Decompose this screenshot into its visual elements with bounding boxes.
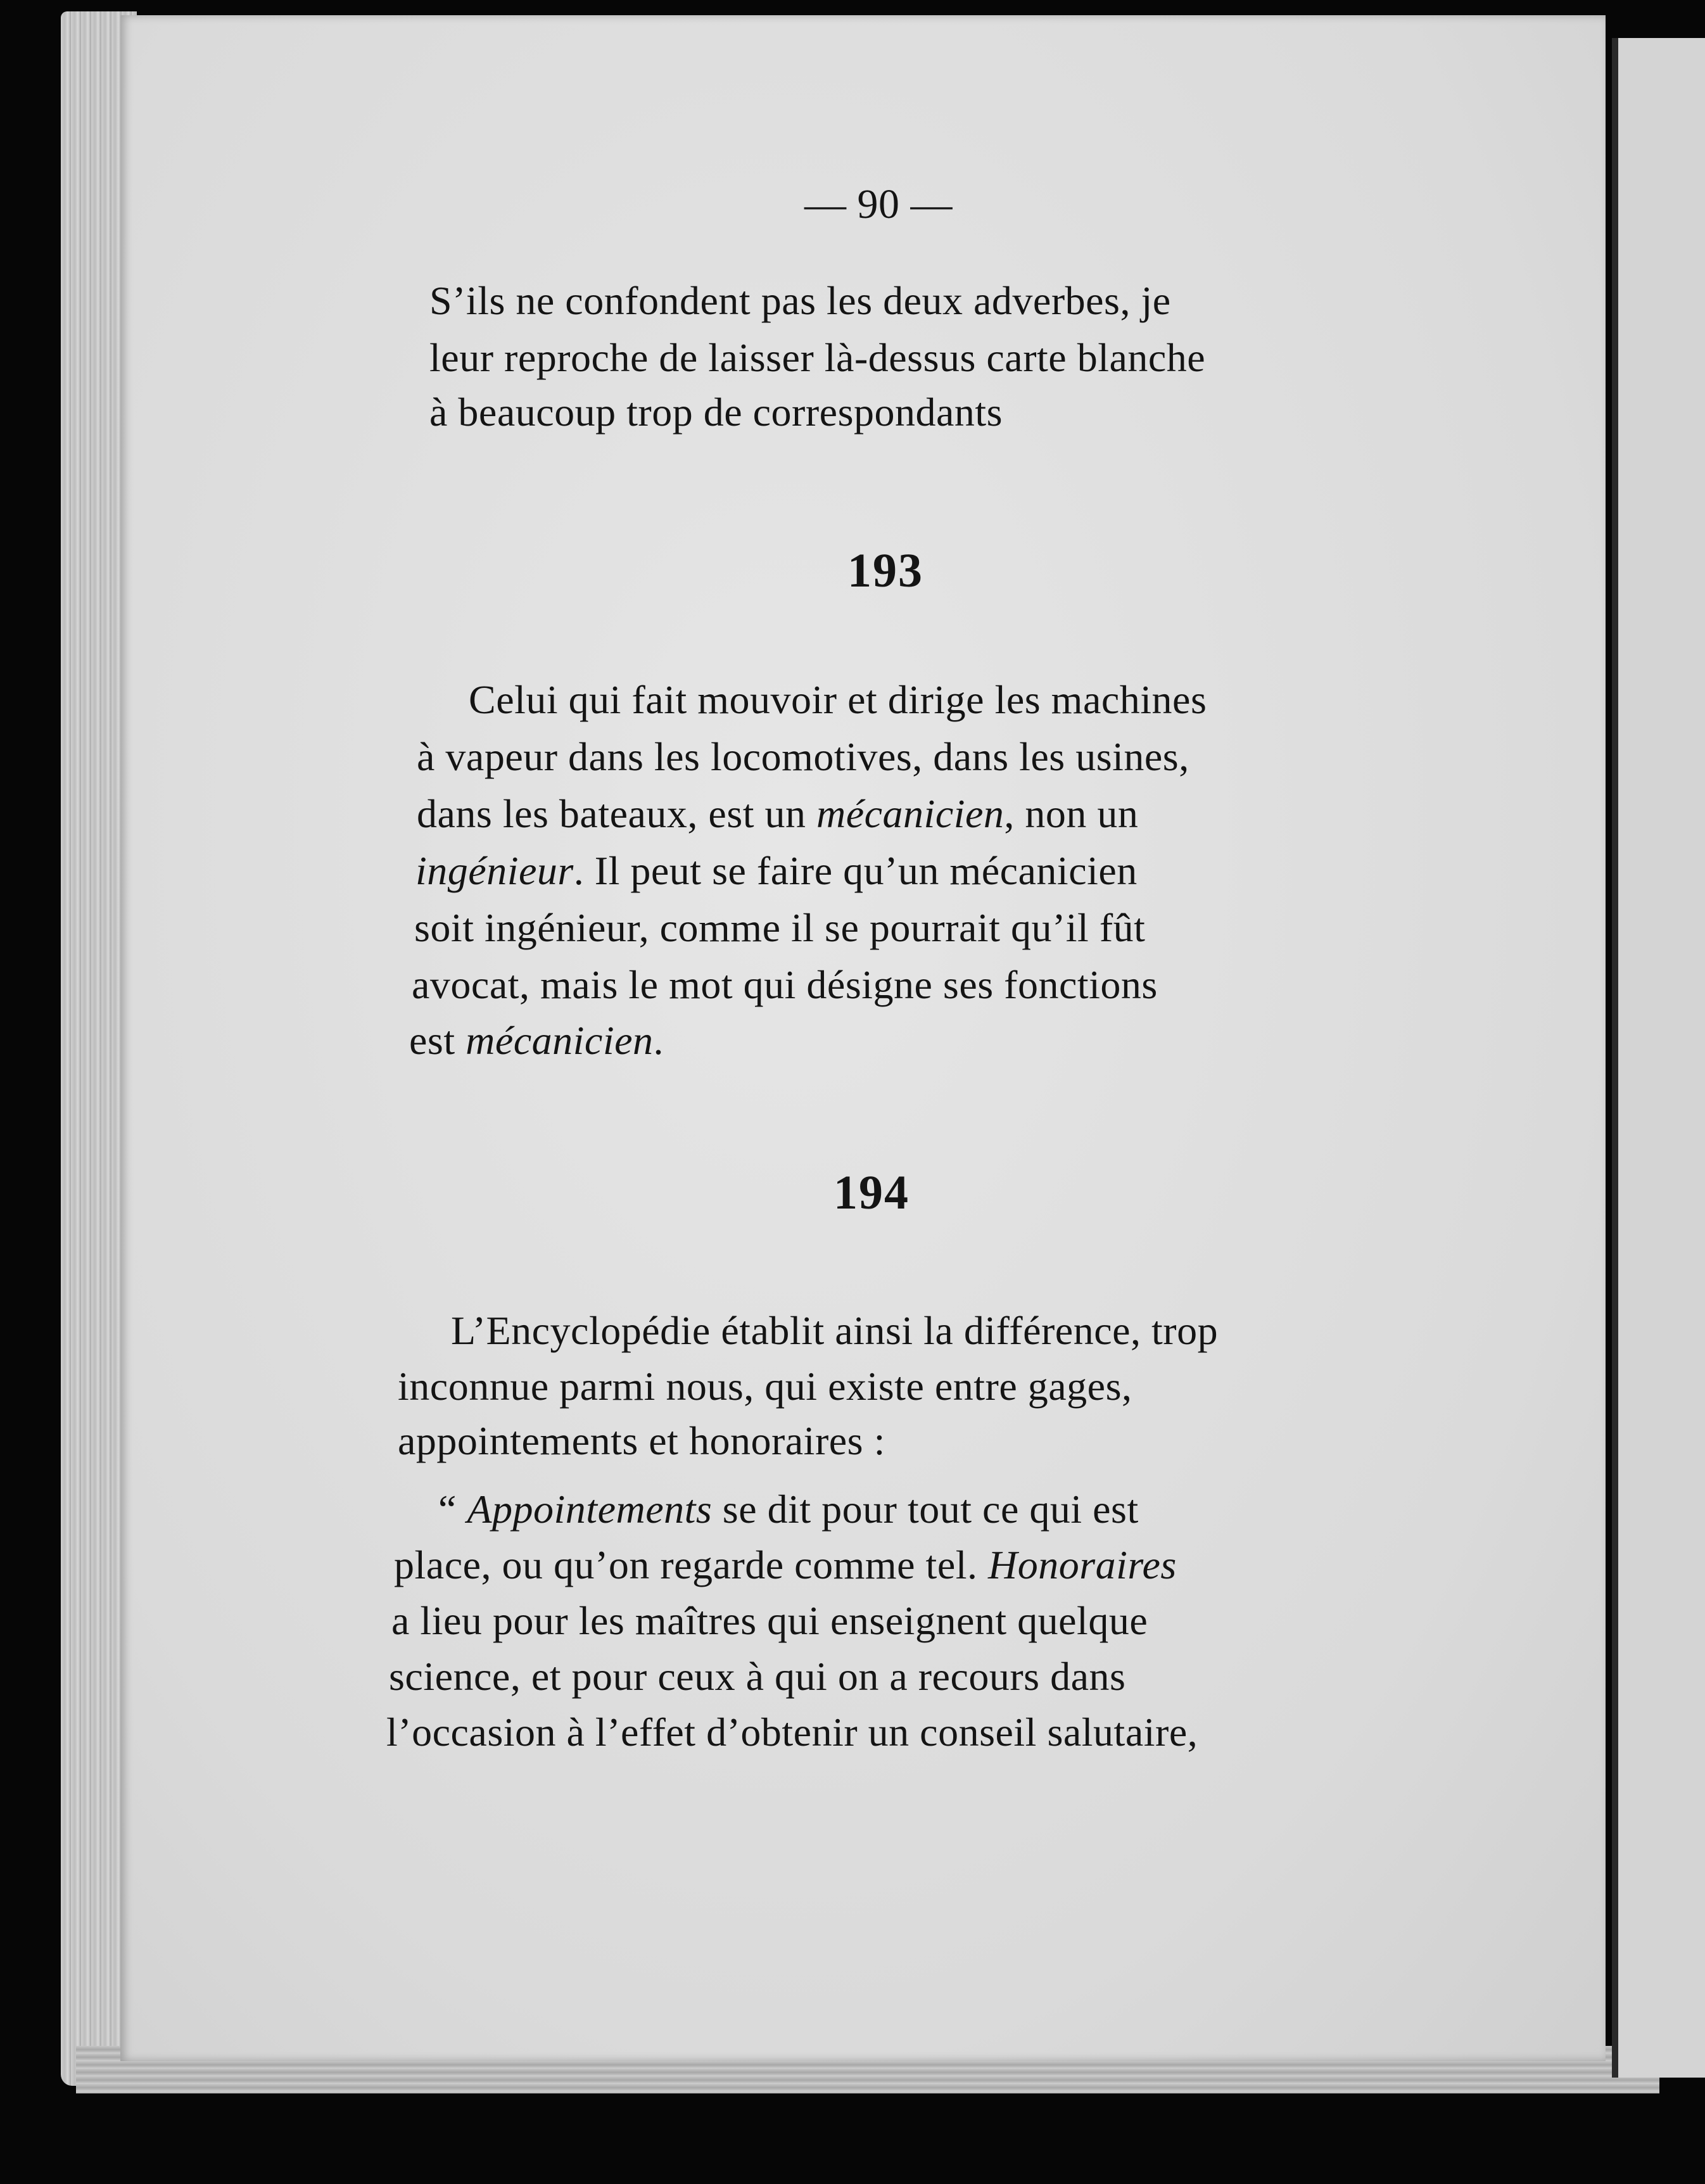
term-mecanicien-2: mécanicien [466,1018,654,1063]
section-194-line-6: a lieu pour les maîtres qui enseignent quelque [391,1598,1148,1643]
page-number: — 90 — [804,181,953,227]
section-193-line-3-end: , non un [1004,791,1139,836]
section-193-line-5: soit ingénieur, comme il se pourrait qu’il fût [414,905,1146,950]
carryover-line-1: S’ils ne confondent pas les deux adverbes, je [429,278,1171,323]
section-194-line-5 [394,1543,1177,1587]
section-194-line-3: appointements et honoraires : [398,1418,885,1463]
section-194-line-8: l’occasion à l’effet d’obtenir un conseil salutaire, [386,1710,1198,1755]
section-194-line-4-start: “ [438,1487,467,1532]
term-ingenieur: ingénieur [415,848,574,893]
section-194-line-1: L’Encyclopédie établit ainsi la différence, trop [451,1308,1219,1353]
section-194-heading: 194 [833,1166,910,1219]
section-193-line-6: avocat, mais le mot qui désigne ses fonctions [412,962,1158,1007]
section-194-line-4 [438,1487,1139,1532]
section-193-line-2: à vapeur dans les locomotives, dans les usines, [417,734,1189,779]
section-193-line-7 [409,1019,664,1063]
section-193-heading: 193 [847,544,923,597]
section-193-line-3 [417,792,1138,836]
section-193-line-4 [415,849,1138,893]
term-honoraires: Honoraires [988,1542,1177,1587]
section-193-line-4-end: . Il peut se faire qu’un mécanicien [573,848,1138,893]
section-193-line-7-start: est [409,1018,466,1063]
section-194-line-5-start: place, ou qu’on regarde comme tel. [394,1542,988,1587]
section-193-line-1: Celui qui fait mouvoir et dirige les machines [469,677,1207,722]
carryover-line-3: à beaucoup trop de correspondants [429,390,1003,435]
term-appointements: Appointements [467,1487,713,1532]
facing-page [1612,38,1705,2078]
carryover-line-2: leur reproche de laisser là-dessus carte blanche [429,335,1206,380]
section-194-line-7: science, et pour ceux à qui on a recours dans [389,1654,1126,1699]
section-194-line-4-end: se dit pour tout ce qui est [712,1487,1139,1532]
section-194-line-2: inconnue parmi nous, qui existe entre gages, [398,1364,1132,1409]
term-mecanicien: mécanicien [816,791,1005,836]
section-193-line-7-end: . [653,1018,664,1063]
section-193-line-3-start: dans les bateaux, est un [417,791,816,836]
